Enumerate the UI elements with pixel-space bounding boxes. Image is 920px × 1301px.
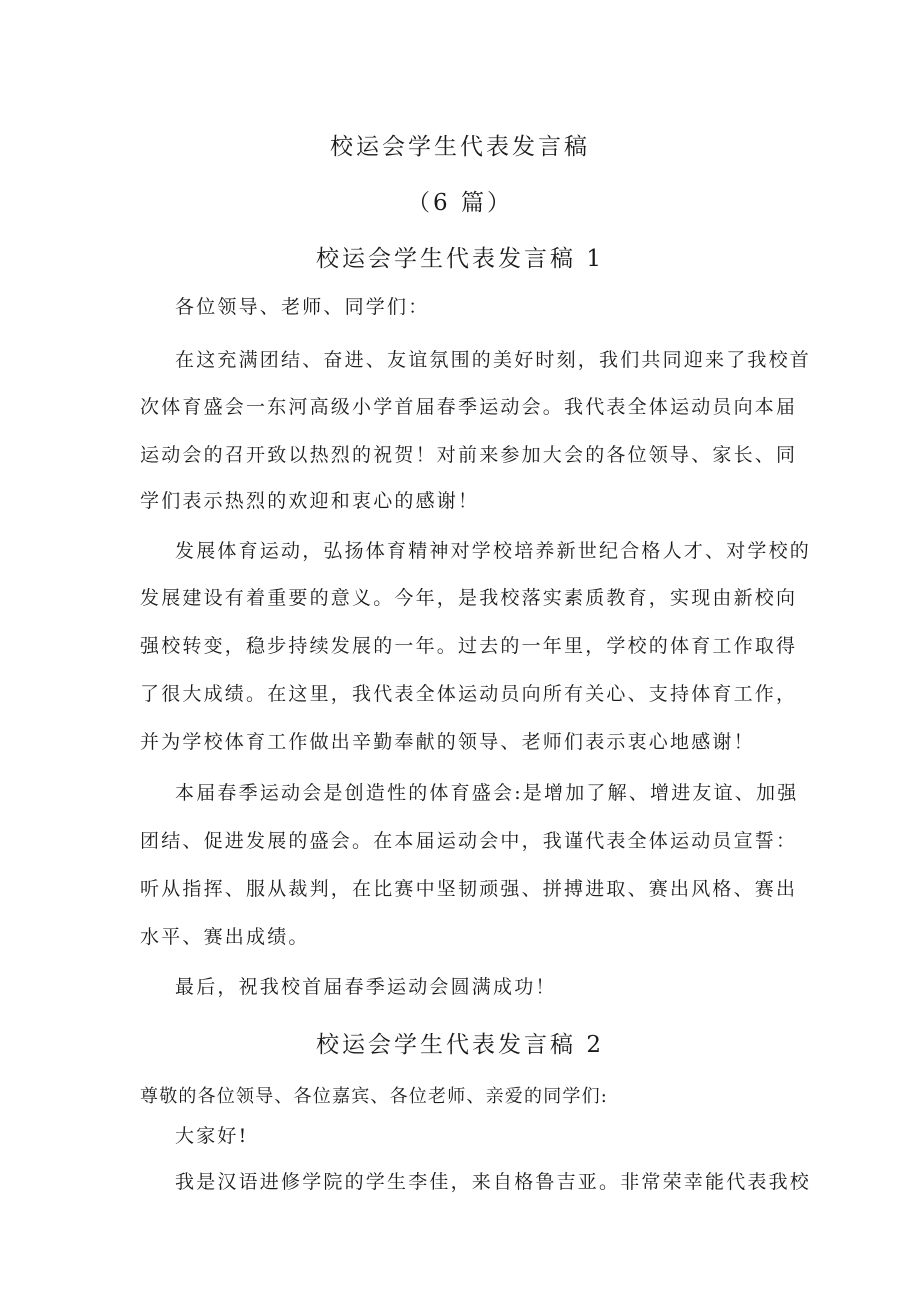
paragraph-line: 最后，祝我校首届春季运动会圆满成功！ (175, 976, 557, 998)
paragraph-line: 团结、促进发展的盛会。在本届运动会中，我谨代表全体运动员宣誓： (140, 830, 798, 852)
document-title: 校运会学生代表发言稿 (330, 134, 590, 160)
paragraph-line: 在这充满团结、奋进、友谊氛围的美好时刻，我们共同迎来了我校首 (175, 349, 812, 371)
section-heading-2: 校运会学生代表发言稿 2 (316, 1032, 604, 1058)
paragraph-line: 发展建设有着重要的意义。今年，是我校落实素质教育，实现由新校向 (140, 587, 798, 609)
paragraph-line: 本届春季运动会是创造性的体育盛会:是增加了解、增进友谊、加强 (175, 782, 799, 804)
greeting-1: 各位领导、老师、同学们： (175, 296, 430, 318)
paragraph-line: 运动会的召开致以热烈的祝贺！对前来参加大会的各位领导、家长、同 (140, 444, 798, 466)
paragraph-line: 强校转变，稳步持续发展的一年。过去的一年里，学校的体育工作取得 (140, 635, 798, 657)
paragraph-line: 水平、赛出成绩。 (140, 926, 310, 948)
section-heading-1: 校运会学生代表发言稿 1 (316, 246, 604, 272)
paragraph-line: 学们表示热烈的欢迎和衷心的感谢！ (140, 490, 480, 512)
paragraph-line: 了很大成绩。在这里，我代表全体运动员向所有关心、支持体育工作， (140, 683, 798, 705)
document-subtitle: （6 篇） (407, 190, 513, 216)
paragraph-line: 发展体育运动，弘扬体育精神对学校培养新世纪合格人才、对学校的 (175, 540, 812, 562)
paragraph-line: 我是汉语进修学院的学生李佳，来自格鲁吉亚。非常荣幸能代表我校 (175, 1171, 812, 1193)
paragraph-line: 次体育盛会一东河高级小学首届春季运动会。我代表全体运动员向本届 (140, 396, 798, 418)
hello-line: 大家好! (175, 1125, 249, 1147)
paragraph-line: 听从指挥、服从裁判，在比赛中坚韧顽强、拼搏进取、赛出风格、赛出 (140, 878, 798, 900)
paragraph-line: 并为学校体育工作做出辛勤奉献的领导、老师们表示衷心地感谢！ (140, 731, 755, 753)
greeting-2: 尊敬的各位领导、各位嘉宾、各位老师、亲爱的同学们: (140, 1086, 609, 1107)
